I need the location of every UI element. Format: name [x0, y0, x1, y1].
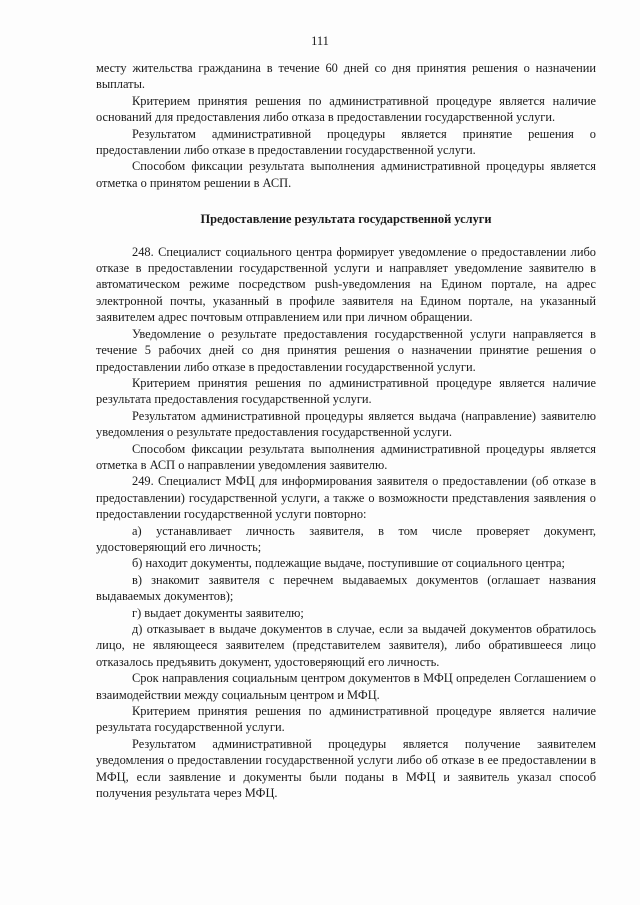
paragraph: 248. Специалист социального центра формирует уведомление о предоставлении либо отказе в предоставлении государственной услуги и направляет уведомление заявителю в автоматическом режиме посредством push-уведомления на Едином портале, на адрес электронной почты, указанный в профиле заявителя на Едином портале, на указанный заявителем адрес почтовым отправлением или при личном обращении.	[96, 244, 596, 325]
paragraph: Способом фиксации результата выполнения административной процедуры является отметка в АСП о направлении уведомления заявителю.	[96, 441, 596, 472]
paragraph: Способом фиксации результата выполнения административной процедуры является отметка о принятом решении в АСП.	[96, 159, 596, 190]
list-item: г) выдает документы заявителю;	[132, 605, 304, 620]
paragraph: Критерием принятия решения по административной процедуре является наличие результата государственной услуги.	[96, 704, 596, 735]
paragraph: Критерием принятия решения по административной процедуре является наличие результата предоставления государственной услуги.	[96, 375, 596, 407]
paragraph: Критерием принятия решения по административной процедуре является наличие оснований для предоставления либо отказа в предоставлении государственной услуги.	[96, 93, 596, 125]
paragraph: Срок направления социальным центром документов в МФЦ определен Соглашением о взаимодействии между социальным центром и МФЦ.	[96, 671, 596, 702]
section-heading: Предоставление результата государственной услуги	[200, 212, 492, 227]
list-item: б) находит документы, подлежащие выдаче, поступившие от социального центра;	[132, 556, 565, 571]
paragraph: Результатом административной процедуры является принятие решения о предоставлении либо отказе в предоставлении государственной услуги.	[96, 126, 596, 158]
page-number: 111	[311, 34, 329, 48]
list-item: в) знакомит заявителя с перечнем выдаваемых документов (оглашает названия выдаваемых документов);	[96, 572, 596, 604]
list-item: а) устанавливает личность заявителя, в том числе проверяет документ, удостоверяющий его личность;	[96, 523, 596, 554]
paragraph: месту жительства гражданина в течение 60 дней со дня принятия решения о назначении выплаты.	[96, 61, 596, 92]
paragraph: Результатом административной процедуры является выдача (направление) заявителю уведомления о результате предоставления государственной услуги.	[96, 408, 596, 440]
paragraph: 249. Специалист МФЦ для информирования заявителя о предоставлении (об отказе в предоставлении) государственной услуги, а также о возможности представления заявления о предоставлении государственной услуги повторно:	[96, 474, 596, 522]
paragraph: Уведомление о результате предоставления государственной услуги направляется в течение 5 рабочих дней со дня принятия решения о назначении принятие решения о предоставлении либо отказе в предоставлении государственной услуги.	[96, 326, 596, 374]
list-item: д) отказывает в выдаче документов в случае, если за выдачей документов обратилось лицо, не являющееся заявителем (представителем заявителя), либо обратившееся лицо отказалось предъявить документ, удостоверяющий его личность.	[96, 622, 596, 669]
document-body	[96, 60, 596, 801]
paragraph: Результатом административной процедуры является получение заявителем уведомления о предоставлении государственной услуги либо об отказе в ее предоставлении в МФЦ, если заявление и документы были поданы в МФЦ и заявитель указал способ получения результата через МФЦ.	[96, 736, 596, 801]
